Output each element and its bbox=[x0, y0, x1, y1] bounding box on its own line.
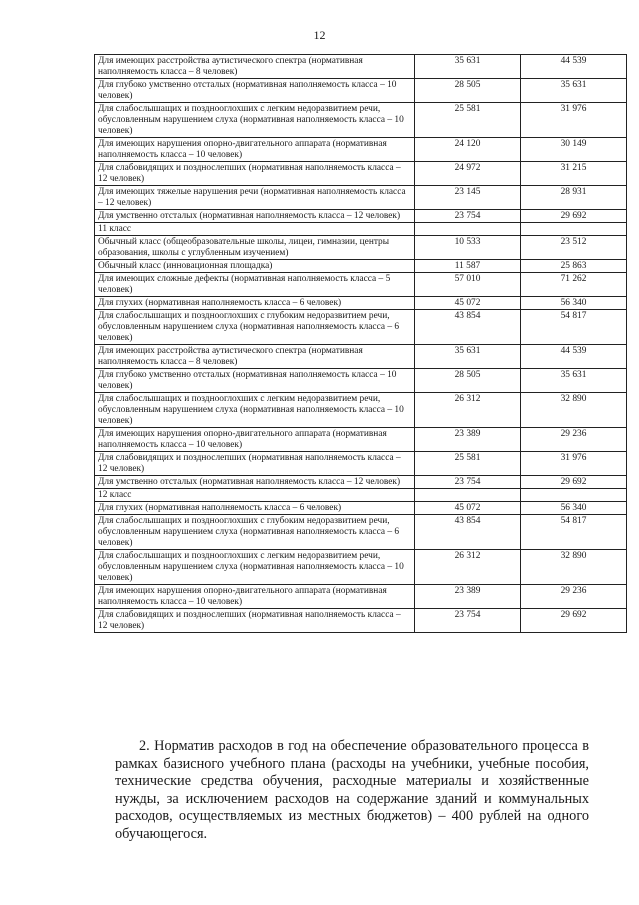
table-row bbox=[95, 452, 627, 476]
section-header-row bbox=[95, 223, 627, 236]
normative-value-2: 29 236 bbox=[521, 428, 627, 452]
normative-value-2: 54 817 bbox=[521, 515, 627, 550]
normative-value-2: 44 539 bbox=[521, 345, 627, 369]
table-row bbox=[95, 297, 627, 310]
normative-value-2: 29 692 bbox=[521, 609, 627, 633]
normative-value-1: 24 120 bbox=[415, 138, 521, 162]
normative-value-2: 30 149 bbox=[521, 138, 627, 162]
normatives-table bbox=[94, 54, 627, 633]
table-row bbox=[95, 260, 627, 273]
normative-value-1: 35 631 bbox=[415, 55, 521, 79]
normative-value-1: 26 312 bbox=[415, 550, 521, 585]
normative-value-2: 25 863 bbox=[521, 260, 627, 273]
table-row bbox=[95, 609, 627, 633]
normative-value-1: 25 581 bbox=[415, 452, 521, 476]
category-description: Для глухих (нормативная наполняемость класса – 6 человек) bbox=[95, 297, 415, 310]
category-description: Для имеющих расстройства аутистического спектра (нормативная наполняемость класса – 8 человек) bbox=[95, 55, 415, 79]
category-description: Для глухих (нормативная наполняемость класса – 6 человек) bbox=[95, 502, 415, 515]
category-description: Для имеющих расстройства аутистического спектра (нормативная наполняемость класса – 8 человек) bbox=[95, 345, 415, 369]
table-row bbox=[95, 345, 627, 369]
category-description: Для имеющих сложные дефекты (нормативная наполняемость класса – 5 человек) bbox=[95, 273, 415, 297]
normative-value-1: 11 587 bbox=[415, 260, 521, 273]
normative-value-1: 23 389 bbox=[415, 428, 521, 452]
empty-cell bbox=[415, 223, 521, 236]
table-row bbox=[95, 79, 627, 103]
normative-value-1: 28 505 bbox=[415, 79, 521, 103]
normative-value-1: 43 854 bbox=[415, 310, 521, 345]
normative-value-1: 23 389 bbox=[415, 585, 521, 609]
category-description: Обычный класс (инновационная площадка) bbox=[95, 260, 415, 273]
normative-value-2: 29 236 bbox=[521, 585, 627, 609]
normative-value-2: 28 931 bbox=[521, 186, 627, 210]
category-description: Для слабослышащих и позднооглохших с легким недоразвитием речи, обусловленным нарушением слуха (нормативная наполняемость класса – 10 человек) bbox=[95, 550, 415, 585]
table-row bbox=[95, 310, 627, 345]
normative-value-2: 56 340 bbox=[521, 502, 627, 515]
normative-value-2: 35 631 bbox=[521, 369, 627, 393]
table-row bbox=[95, 236, 627, 260]
section-title: 11 класс bbox=[95, 223, 415, 236]
table-row bbox=[95, 476, 627, 489]
normative-value-2: 56 340 bbox=[521, 297, 627, 310]
table-row bbox=[95, 369, 627, 393]
normative-value-2: 29 692 bbox=[521, 476, 627, 489]
normative-value-1: 25 581 bbox=[415, 103, 521, 138]
page-number: 12 bbox=[313, 28, 326, 42]
category-description: Для слабовидящих и позднослепших (нормативная наполняемость класса – 12 человек) bbox=[95, 162, 415, 186]
table-row bbox=[95, 210, 627, 223]
category-description: Для имеющих нарушения опорно-двигательного аппарата (нормативная наполняемость класса – 10 человек) bbox=[95, 428, 415, 452]
normative-value-2: 44 539 bbox=[521, 55, 627, 79]
category-description: Обычный класс (общеобразовательные школы, лицеи, гимназии, центры образования, школы с углубленным изучением) bbox=[95, 236, 415, 260]
normative-value-1: 23 754 bbox=[415, 476, 521, 489]
table-row bbox=[95, 393, 627, 428]
normative-value-1: 43 854 bbox=[415, 515, 521, 550]
table-row bbox=[95, 550, 627, 585]
normative-paragraph bbox=[115, 738, 589, 844]
normative-value-2: 31 215 bbox=[521, 162, 627, 186]
table-row bbox=[95, 162, 627, 186]
category-description: Для имеющих нарушения опорно-двигательного аппарата (нормативная наполняемость класса – 10 человек) bbox=[95, 138, 415, 162]
category-description: Для умственно отсталых (нормативная наполняемость класса – 12 человек) bbox=[95, 476, 415, 489]
normative-value-1: 45 072 bbox=[415, 502, 521, 515]
normative-value-2: 23 512 bbox=[521, 236, 627, 260]
normative-value-2: 32 890 bbox=[521, 550, 627, 585]
normative-value-1: 57 010 bbox=[415, 273, 521, 297]
table-row bbox=[95, 273, 627, 297]
table-row bbox=[95, 502, 627, 515]
normative-value-1: 26 312 bbox=[415, 393, 521, 428]
normative-value-1: 24 972 bbox=[415, 162, 521, 186]
normative-value-2: 54 817 bbox=[521, 310, 627, 345]
normative-value-2: 31 976 bbox=[521, 103, 627, 138]
normative-value-2: 71 262 bbox=[521, 273, 627, 297]
category-description: Для слабовидящих и позднослепших (нормативная наполняемость класса – 12 человек) bbox=[95, 452, 415, 476]
table-row bbox=[95, 55, 627, 79]
table-row bbox=[95, 103, 627, 138]
category-description: Для глубоко умственно отсталых (нормативная наполняемость класса – 10 человек) bbox=[95, 369, 415, 393]
normative-value-1: 23 754 bbox=[415, 210, 521, 223]
normative-value-2: 31 976 bbox=[521, 452, 627, 476]
category-description: Для слабослышащих и позднооглохших с глубоким недоразвитием речи, обусловленным нарушением слуха (нормативная наполняемость класса – 6 человек) bbox=[95, 310, 415, 345]
table-row bbox=[95, 428, 627, 452]
section-title: 12 класс bbox=[95, 489, 415, 502]
category-description: Для слабослышащих и позднооглохших с легким недоразвитием речи, обусловленным нарушением слуха (нормативная наполняемость класса – 10 человек) bbox=[95, 393, 415, 428]
empty-cell bbox=[521, 223, 627, 236]
normative-value-1: 28 505 bbox=[415, 369, 521, 393]
paragraph-text: 2. Норматив расходов в год на обеспечение образовательного процесса в рамках базисного учебного плана (расходы на учебники, учебные пособия, технические средства обучения, расходные материалы и хозяйственные нужды, за исключением расходов на содержание зданий и коммунальных расходов, осуществляемых из местных бюджетов) – 400 рублей на одного обучающегося. bbox=[115, 738, 589, 842]
empty-cell bbox=[521, 489, 627, 502]
category-description: Для умственно отсталых (нормативная наполняемость класса – 12 человек) bbox=[95, 210, 415, 223]
empty-cell bbox=[415, 489, 521, 502]
normative-value-1: 23 754 bbox=[415, 609, 521, 633]
table-row bbox=[95, 585, 627, 609]
category-description: Для слабовидящих и позднослепших (нормативная наполняемость класса – 12 человек) bbox=[95, 609, 415, 633]
normative-value-1: 45 072 bbox=[415, 297, 521, 310]
normative-value-1: 35 631 bbox=[415, 345, 521, 369]
category-description: Для имеющих тяжелые нарушения речи (нормативная наполняемость класса – 12 человек) bbox=[95, 186, 415, 210]
normative-value-1: 23 145 bbox=[415, 186, 521, 210]
category-description: Для слабослышащих и позднооглохших с легким недоразвитием речи, обусловленным нарушением слуха (нормативная наполняемость класса – 10 человек) bbox=[95, 103, 415, 138]
table-row bbox=[95, 138, 627, 162]
table-row bbox=[95, 186, 627, 210]
section-header-row bbox=[95, 489, 627, 502]
table-row bbox=[95, 515, 627, 550]
normative-value-2: 35 631 bbox=[521, 79, 627, 103]
normative-value-2: 32 890 bbox=[521, 393, 627, 428]
category-description: Для глубоко умственно отсталых (нормативная наполняемость класса – 10 человек) bbox=[95, 79, 415, 103]
table-body bbox=[95, 55, 627, 633]
category-description: Для имеющих нарушения опорно-двигательного аппарата (нормативная наполняемость класса – 10 человек) bbox=[95, 585, 415, 609]
normative-value-2: 29 692 bbox=[521, 210, 627, 223]
normative-value-1: 10 533 bbox=[415, 236, 521, 260]
category-description: Для слабослышащих и позднооглохших с глубоким недоразвитием речи, обусловленным нарушением слуха (нормативная наполняемость класса – 6 человек) bbox=[95, 515, 415, 550]
